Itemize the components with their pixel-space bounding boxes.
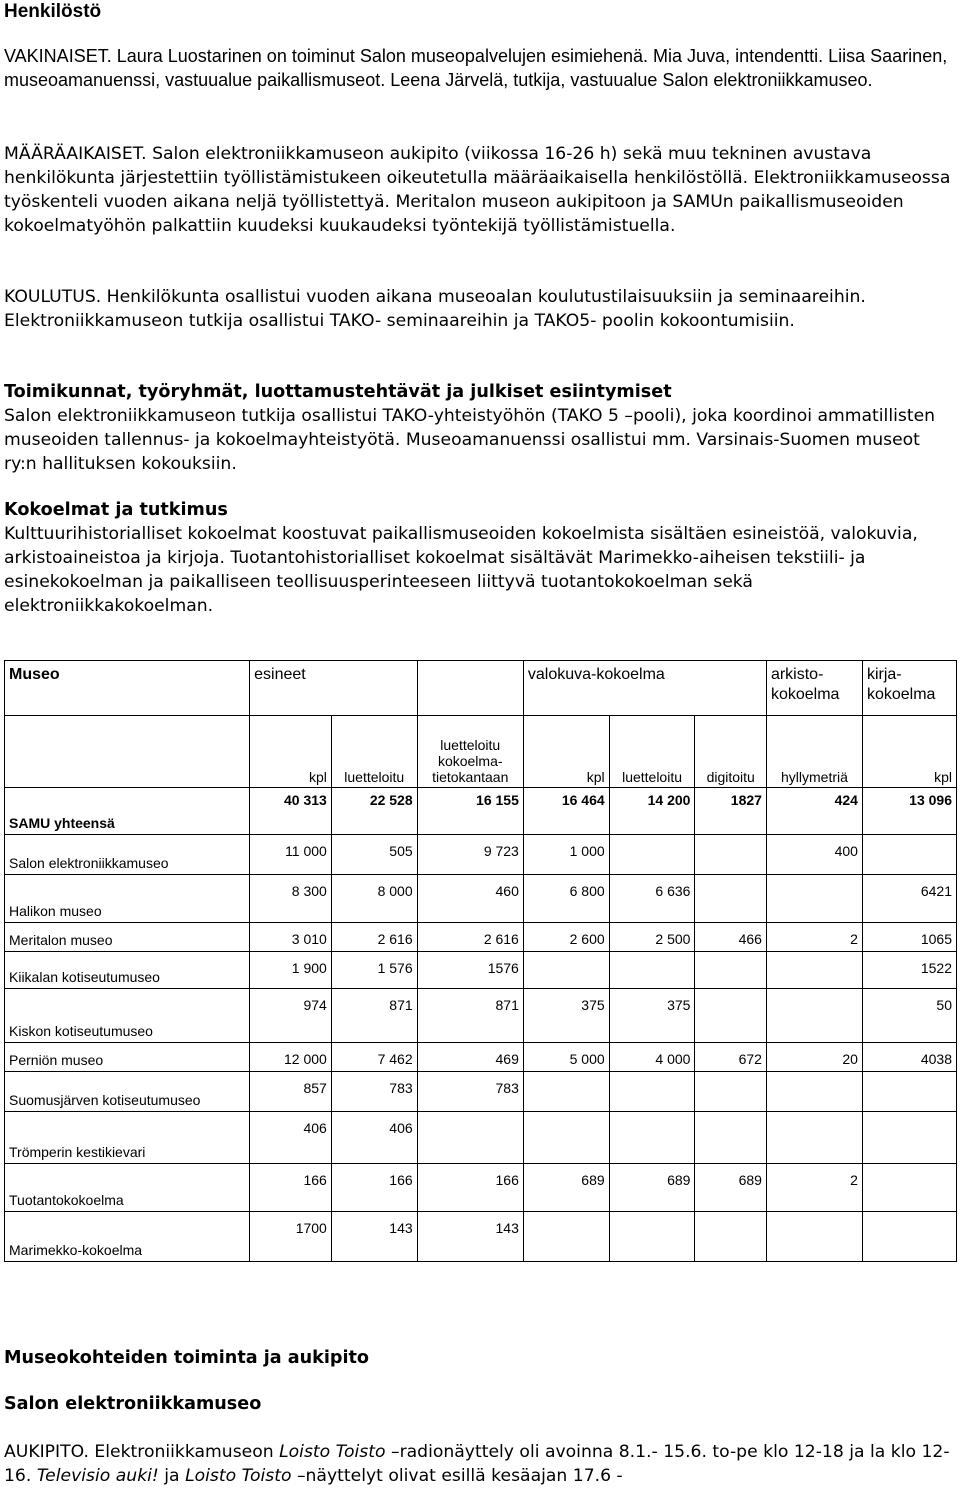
- value-cell: 857: [250, 1072, 332, 1112]
- museum-name-cell: Suomusjärven kotiseutumuseo: [5, 1072, 250, 1112]
- museum-name-cell: Halikon museo: [5, 875, 250, 923]
- value-cell: 1 576: [331, 952, 417, 989]
- value-cell: 2 500: [609, 923, 695, 952]
- electronics-museum-heading: Salon elektroniikkamuseo: [4, 1394, 262, 1414]
- museum-name-cell: Salon elektroniikkamuseo: [5, 835, 250, 875]
- value-cell: 689: [523, 1164, 609, 1212]
- value-cell: 9 723: [417, 835, 523, 875]
- header-arkisto: arkisto-kokoelma: [766, 661, 862, 716]
- table-row: [5, 1043, 957, 1072]
- table-subheader-row: [5, 716, 957, 788]
- museum-name-cell: Meritalon museo: [5, 923, 250, 952]
- subheader-cell: hyllymetriä: [766, 716, 862, 788]
- value-cell: [695, 835, 767, 875]
- staff-heading: Henkilöstö: [4, 1, 102, 22]
- value-cell: [862, 1164, 956, 1212]
- subheader-empty: [5, 716, 250, 788]
- value-cell: 466: [695, 923, 767, 952]
- value-cell: 974: [250, 989, 332, 1043]
- opening-text: –näyttelyt olivat esillä kesäajan 17.6 -: [291, 1466, 623, 1486]
- table-row: [5, 875, 957, 923]
- museum-name-cell: Tuotantokokoelma: [5, 1164, 250, 1212]
- value-cell: [609, 1212, 695, 1262]
- subheader-cell: luetteloitu: [331, 716, 417, 788]
- table-row: [5, 1072, 957, 1112]
- museum-name-cell: Kiikalan kotiseutumuseo: [5, 952, 250, 989]
- committees-paragraph: Salon elektroniikkamuseon tutkija osallistui TAKO-yhteistyöhön (TAKO 5 –pooli), joka koordinoi ammatillisten museoiden tallennus- ja kokoelmayhteistyötä. Museoamanuenssi osallistui mm. Varsinais-Suomen museot ry:n hallituksen kokouksiin.: [4, 406, 936, 474]
- value-cell: [609, 1072, 695, 1112]
- value-cell: 1522: [862, 952, 956, 989]
- table-row: [5, 1112, 957, 1164]
- museum-name-cell: Marimekko-kokoelma: [5, 1212, 250, 1262]
- value-cell: 1 000: [523, 835, 609, 875]
- value-cell: 400: [766, 835, 862, 875]
- value-cell: [766, 952, 862, 989]
- value-cell: 20: [766, 1043, 862, 1072]
- value-cell: 783: [417, 1072, 523, 1112]
- value-cell: 16 155: [417, 788, 523, 835]
- header-esineet: esineet: [250, 661, 418, 716]
- value-cell: 166: [331, 1164, 417, 1212]
- table-row: [5, 989, 957, 1043]
- value-cell: 1065: [862, 923, 956, 952]
- value-cell: [695, 1212, 767, 1262]
- value-cell: 375: [609, 989, 695, 1043]
- value-cell: 2: [766, 923, 862, 952]
- museum-name-cell: Kiskon kotiseutumuseo: [5, 989, 250, 1043]
- museum-name-cell: Perniön museo: [5, 1043, 250, 1072]
- value-cell: [862, 1212, 956, 1262]
- value-cell: 672: [695, 1043, 767, 1072]
- value-cell: 5 000: [523, 1043, 609, 1072]
- staff-training-paragraph: KOULUTUS. Henkilökunta osallistui vuoden aikana museoalan koulutustilaisuuksiin ja seminaareihin. Elektroniikkamuseon tutkija osallistui TAKO- seminaareihin ja TAKO5- poolin kokoontumisiin.: [4, 287, 866, 331]
- value-cell: [862, 835, 956, 875]
- value-cell: 424: [766, 788, 862, 835]
- value-cell: 1 900: [250, 952, 332, 989]
- value-cell: [766, 1212, 862, 1262]
- value-cell: 4 000: [609, 1043, 695, 1072]
- value-cell: 4038: [862, 1043, 956, 1072]
- exhibition-name: Loisto Toisto: [185, 1466, 292, 1486]
- value-cell: [609, 1112, 695, 1164]
- header-kirja: kirja-kokoelma: [862, 661, 956, 716]
- value-cell: [523, 952, 609, 989]
- value-cell: 1700: [250, 1212, 332, 1262]
- value-cell: [766, 1112, 862, 1164]
- value-cell: [417, 1112, 523, 1164]
- value-cell: 6421: [862, 875, 956, 923]
- table-row: [5, 923, 957, 952]
- museum-name-cell: Trömperin kestikievari: [5, 1112, 250, 1164]
- staff-temporary-paragraph: MÄÄRÄAIKAISET. Salon elektroniikkamuseon aukipito (viikossa 16-26 h) sekä muu tekninen avustava henkilökunta järjestettiin työllistämistukeen oikeutetulla määräaikaisella henkilöstöllä. Elektroniikkamuseossa työskenteli vuoden aikana neljä työllistettyä. Meritalon museon aukipitoon ja SAMUn paikallismuseoiden kokoelmatyöhön palkattiin kuudeksi kuukaudeksi työntekijä työllistämistuella.: [4, 144, 951, 236]
- value-cell: 2: [766, 1164, 862, 1212]
- value-cell: [609, 835, 695, 875]
- value-cell: [523, 1112, 609, 1164]
- staff-permanent-paragraph: VAKINAISET. Laura Luostarinen on toiminut Salon museopalvelujen esimiehenä. Mia Juva, intendentti. Liisa Saarinen, museoamanuenssi, vastuualue paikallismuseot. Leena Järvelä, tutkija, vastuualue Salon elektroniikkamuseo.: [4, 46, 948, 90]
- collections-paragraph: Kulttuurihistorialliset kokoelmat koostuvat paikallismuseoiden kokoelmista sisältäen esineistöä, valokuvia, arkistoaineistoa ja kirjoja. Tuotantohistorialliset kokoelmat sisältävät Marimekko-aiheisen tekstiili- ja esinekokoelman ja paikalliseen teollisuusperinteeseen liittyvä tuotantokokoelman sekä elektroniikkakokoelman.: [4, 524, 918, 616]
- value-cell: 3 010: [250, 923, 332, 952]
- value-cell: 689: [695, 1164, 767, 1212]
- opening-text: ja: [158, 1466, 186, 1486]
- exhibition-name: Loisto Toisto: [279, 1442, 386, 1462]
- committees-heading: Toimikunnat, työryhmät, luottamustehtävät ja julkiset esiintymiset: [4, 382, 672, 402]
- value-cell: 143: [417, 1212, 523, 1262]
- value-cell: [609, 952, 695, 989]
- value-cell: 143: [331, 1212, 417, 1262]
- value-cell: 460: [417, 875, 523, 923]
- exhibition-name: Televisio auki!: [36, 1466, 159, 1486]
- value-cell: [523, 1072, 609, 1112]
- table-row: [5, 1164, 957, 1212]
- value-cell: 12 000: [250, 1043, 332, 1072]
- value-cell: 13 096: [862, 788, 956, 835]
- value-cell: [695, 952, 767, 989]
- opening-paragraph: [4, 1440, 956, 1488]
- value-cell: 2 616: [331, 923, 417, 952]
- value-cell: 11 000: [250, 835, 332, 875]
- subheader-cell: digitoitu: [695, 716, 767, 788]
- museum-name-cell: SAMU yhteensä: [5, 788, 250, 835]
- value-cell: 406: [331, 1112, 417, 1164]
- subheader-cell: kpl: [250, 716, 332, 788]
- collections-table: [4, 660, 957, 1262]
- value-cell: 469: [417, 1043, 523, 1072]
- subheader-cell: kpl: [862, 716, 956, 788]
- subheader-cell: luetteloitu: [609, 716, 695, 788]
- value-cell: 375: [523, 989, 609, 1043]
- sites-heading: Museokohteiden toiminta ja aukipito: [4, 1348, 370, 1368]
- value-cell: [523, 1212, 609, 1262]
- value-cell: 14 200: [609, 788, 695, 835]
- value-cell: [766, 875, 862, 923]
- header-empty: [417, 661, 523, 716]
- value-cell: [766, 1072, 862, 1112]
- value-cell: 50: [862, 989, 956, 1043]
- value-cell: [766, 989, 862, 1043]
- value-cell: 8 000: [331, 875, 417, 923]
- value-cell: 7 462: [331, 1043, 417, 1072]
- opening-text: AUKIPITO. Elektroniikkamuseon: [4, 1442, 280, 1462]
- table-row: [5, 952, 957, 989]
- collections-heading: Kokoelmat ja tutkimus: [4, 500, 228, 520]
- value-cell: 1576: [417, 952, 523, 989]
- value-cell: 871: [417, 989, 523, 1043]
- opening-text: –radionäyttely oli avoinna 8.1.- 15.6. to-pe klo 12-18 ja la klo 12-16.: [4, 1442, 950, 1486]
- header-valokuva: valokuva-kokoelma: [523, 661, 766, 716]
- value-cell: 166: [417, 1164, 523, 1212]
- table-header-row: [5, 661, 957, 716]
- table-row: [5, 1212, 957, 1262]
- value-cell: [695, 875, 767, 923]
- value-cell: [695, 1112, 767, 1164]
- value-cell: 2 616: [417, 923, 523, 952]
- table-row: [5, 835, 957, 875]
- value-cell: 40 313: [250, 788, 332, 835]
- value-cell: 871: [331, 989, 417, 1043]
- value-cell: 8 300: [250, 875, 332, 923]
- value-cell: [862, 1112, 956, 1164]
- value-cell: 689: [609, 1164, 695, 1212]
- value-cell: 6 636: [609, 875, 695, 923]
- value-cell: [695, 989, 767, 1043]
- value-cell: 6 800: [523, 875, 609, 923]
- value-cell: 783: [331, 1072, 417, 1112]
- table-row: [5, 788, 957, 835]
- value-cell: 16 464: [523, 788, 609, 835]
- value-cell: [862, 1072, 956, 1112]
- value-cell: 22 528: [331, 788, 417, 835]
- subheader-cell: luetteloitu kokoelma-tietokantaan: [417, 716, 523, 788]
- value-cell: 505: [331, 835, 417, 875]
- value-cell: [695, 1072, 767, 1112]
- value-cell: 166: [250, 1164, 332, 1212]
- subheader-cell: kpl: [523, 716, 609, 788]
- value-cell: 2 600: [523, 923, 609, 952]
- table-body: [5, 788, 957, 1262]
- value-cell: 1827: [695, 788, 767, 835]
- value-cell: 406: [250, 1112, 332, 1164]
- header-museo: Museo: [5, 661, 250, 716]
